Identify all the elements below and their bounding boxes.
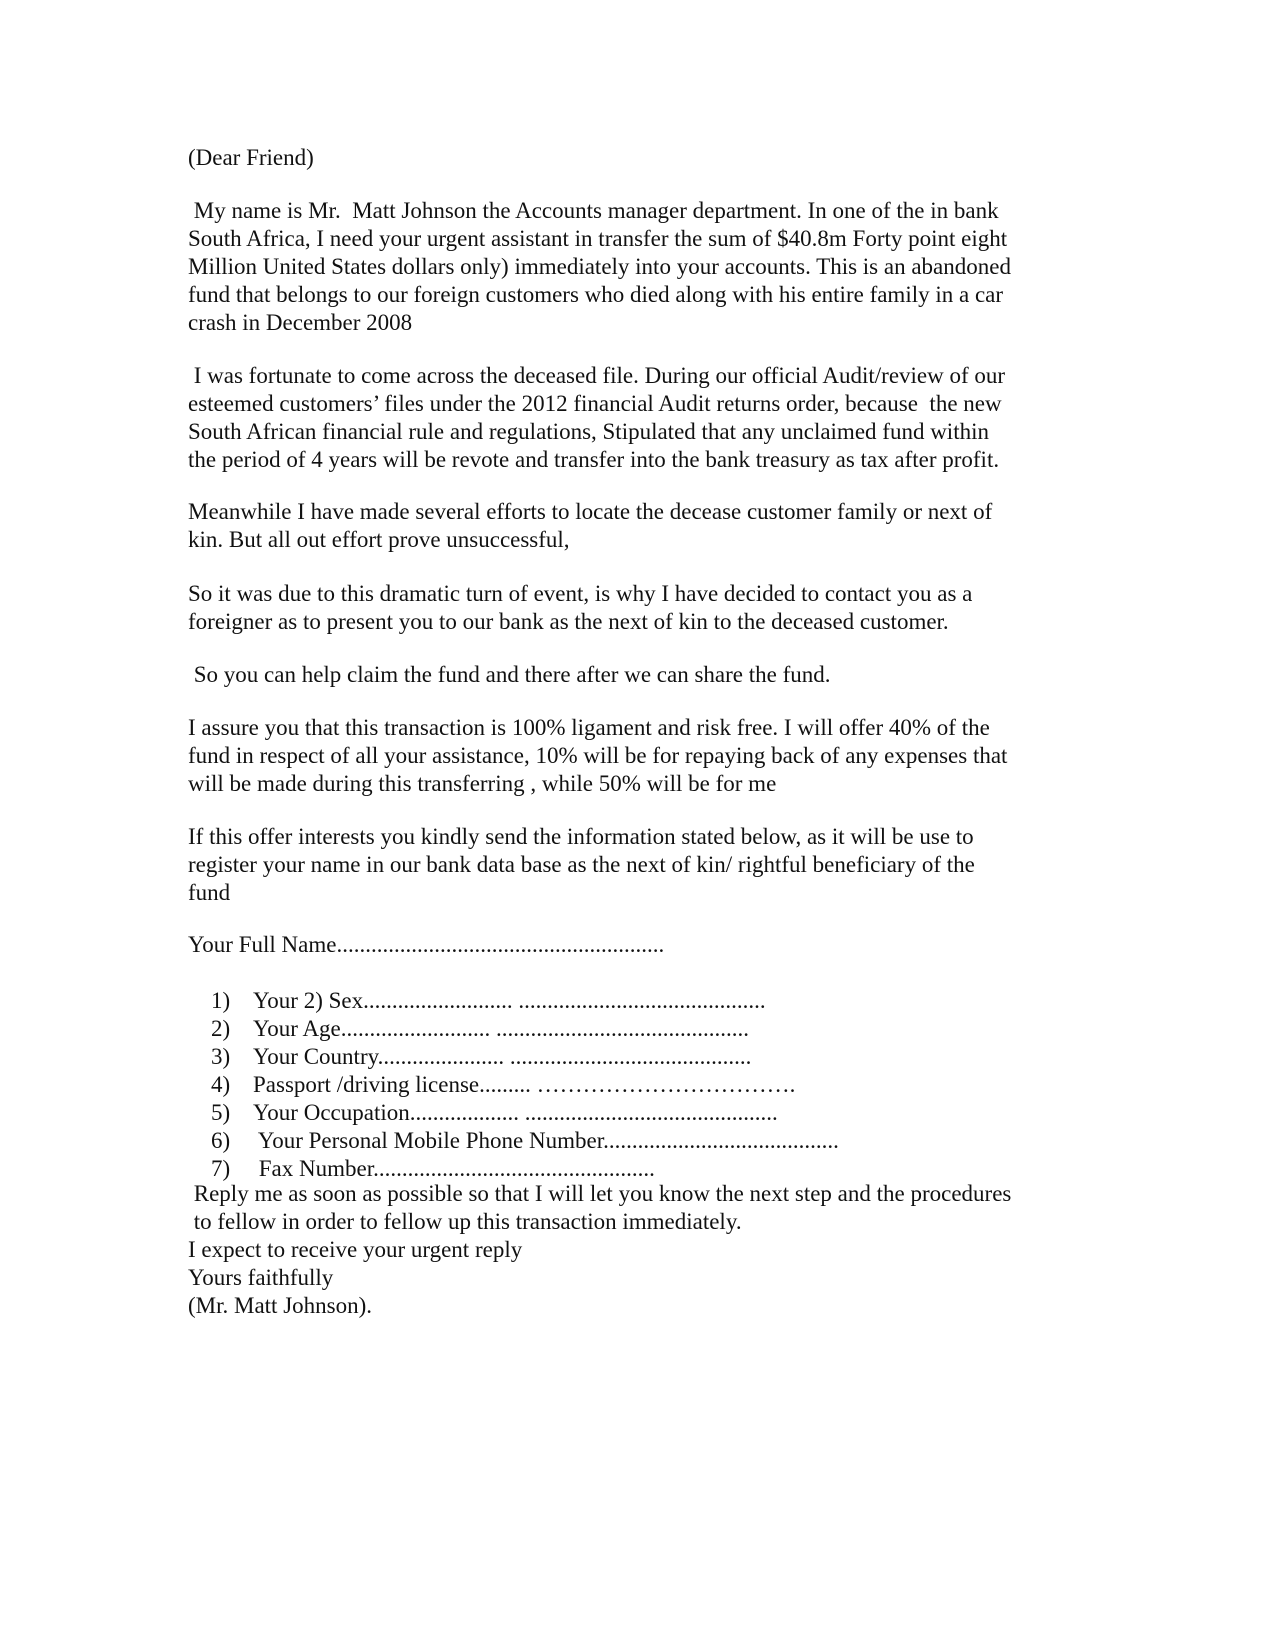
form-item-number: 1) — [211, 988, 231, 1013]
paragraph-7-line-3: fund — [188, 880, 231, 905]
paragraph-2-line-2: esteemed customers’ files under the 2012 financial Audit returns order, because the new — [188, 391, 1002, 416]
salutation: (Dear Friend) — [188, 145, 314, 170]
paragraph-2-line-4: the period of 4 years will be revote and transfer into the bank treasury as tax after profit. — [188, 447, 1000, 472]
form-item-number: 7) — [211, 1156, 231, 1181]
form-item-text: Passport /driving license......... ……………………………. — [253, 1072, 796, 1097]
form-item-text: Your Occupation................... ............................................ — [253, 1100, 778, 1125]
paragraph-2-line-1: I was fortunate to come across the deceased file. During our official Audit/review of our — [188, 363, 1006, 388]
form-item-number: 3) — [211, 1044, 231, 1069]
paragraph-1-line-3: Million United States dollars only) immediately into your accounts. This is an abandoned — [188, 254, 1011, 279]
paragraph-3-line-1: Meanwhile I have made several efforts to locate the decease customer family or next of — [188, 499, 993, 524]
paragraph-1-line-1: My name is Mr. Matt Johnson the Accounts manager department. In one of the in bank — [188, 198, 999, 223]
paragraph-2-line-3: South African financial rule and regulations, Stipulated that any unclaimed fund within — [188, 419, 989, 444]
form-heading: Your Full Name......................................................... — [188, 932, 665, 957]
paragraph-6-line-1: I assure you that this transaction is 100% ligament and risk free. I will offer 40% of the — [188, 715, 990, 740]
form-item-text: Your 2) Sex.......................... ........................................... — [253, 988, 766, 1013]
paragraph-4-line-2: foreigner as to present you to our bank as the next of kin to the deceased customer. — [188, 609, 949, 634]
paragraph-5-line-1: So you can help claim the fund and there after we can share the fund. — [188, 662, 831, 687]
form-item-text: Your Country...................... .......................................... — [253, 1044, 752, 1069]
paragraph-1-line-2: South Africa, I need your urgent assistant in transfer the sum of $40.8m Forty point eight — [188, 226, 1008, 251]
paragraph-4-line-1: So it was due to this dramatic turn of event, is why I have decided to contact you as a — [188, 581, 973, 606]
form-item-text: Your Age.......................... ............................................ — [253, 1016, 750, 1041]
form-item-text: Your Personal Mobile Phone Number......................................... — [253, 1128, 839, 1153]
paragraph-7-line-2: register your name in our bank data base as the next of kin/ rightful beneficiary of the — [188, 852, 975, 877]
signature-line: (Mr. Matt Johnson). — [188, 1293, 372, 1318]
paragraph-3-line-2: kin. But all out effort prove unsuccessful, — [188, 527, 570, 552]
paragraph-7-line-1: If this offer interests you kindly send the information stated below, as it will be use to — [188, 824, 974, 849]
form-item-number: 6) — [211, 1128, 231, 1153]
closing-line-2: to fellow in order to fellow up this transaction immediately. — [188, 1209, 742, 1234]
paragraph-1-line-5: crash in December 2008 — [188, 310, 413, 335]
form-item-number: 2) — [211, 1016, 231, 1041]
closing-line-1: Reply me as soon as possible so that I will let you know the next step and the procedures — [188, 1181, 1012, 1206]
paragraph-6-line-3: will be made during this transferring , while 50% will be for me — [188, 771, 777, 796]
form-item-text: Fax Number................................................. — [253, 1156, 655, 1181]
paragraph-1-line-4: fund that belongs to our foreign customers who died along with his entire family in a car — [188, 282, 1004, 307]
form-item-number: 5) — [211, 1100, 231, 1125]
paragraph-6-line-2: fund in respect of all your assistance, 10% will be for repaying back of any expenses that — [188, 743, 1008, 768]
closing-line-4: Yours faithfully — [188, 1265, 334, 1290]
closing-line-3: I expect to receive your urgent reply — [188, 1237, 523, 1262]
form-item-number: 4) — [211, 1072, 231, 1097]
